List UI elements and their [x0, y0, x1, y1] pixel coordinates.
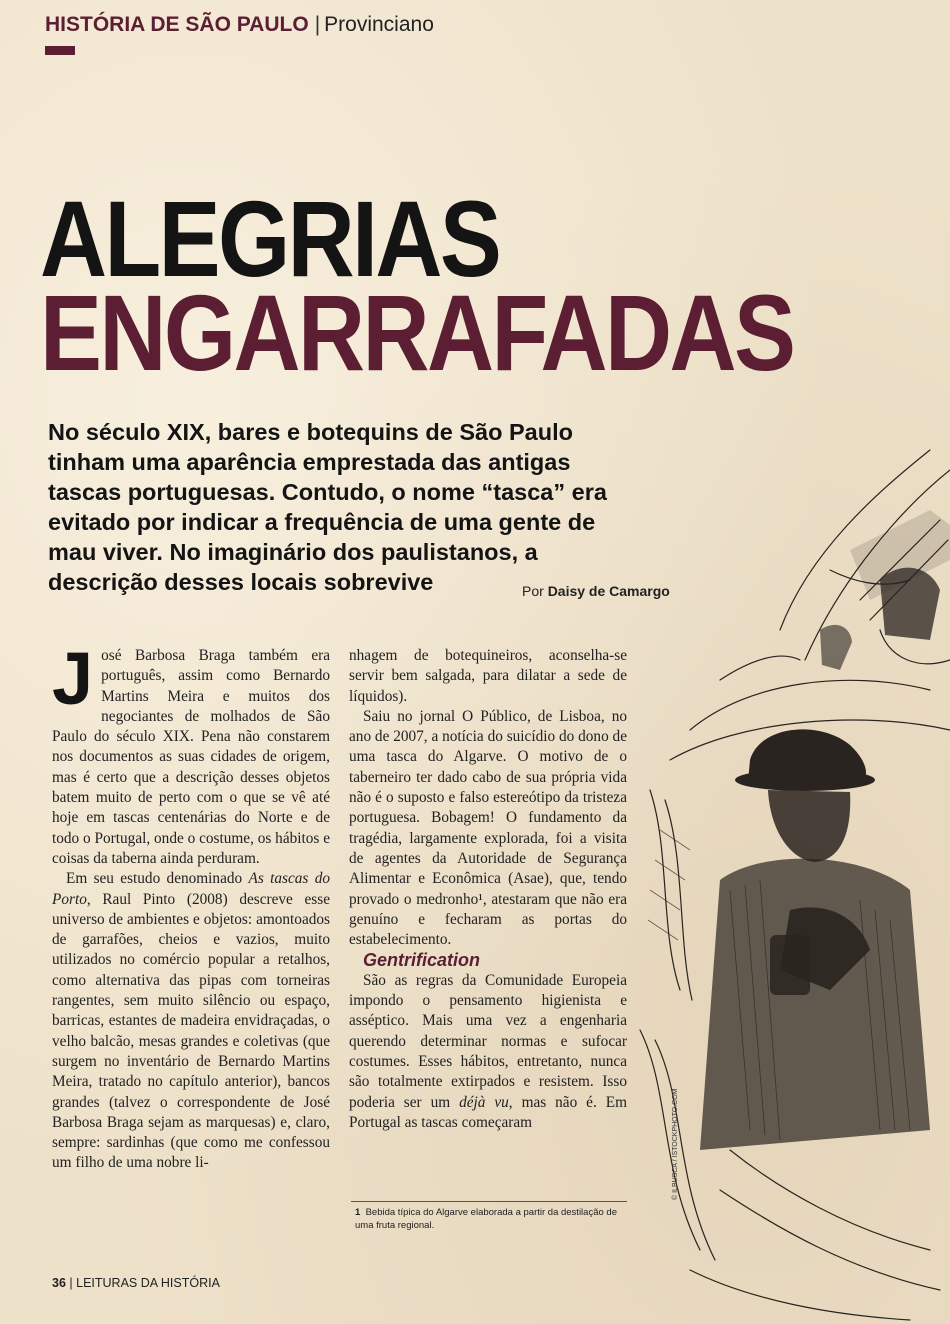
paragraph — [52, 637, 330, 869]
paragraph: nhagem de botequineiros, aconselha-se servir bem salgada, para dilatar a sede de líquidos). — [349, 647, 627, 705]
footnote-text: Bebida típica do Algarve elaborada a partir da destilação de uma fruta regional. — [355, 1207, 617, 1231]
byline-author: Daisy de Camargo — [547, 583, 670, 599]
title-line-1: ALEGRIAS — [40, 178, 500, 299]
footer-separator: | — [69, 1276, 73, 1290]
book-title: As tascas do Porto — [52, 870, 330, 908]
italic-phrase: déjà vu — [459, 1093, 509, 1111]
photo-credit: © ILBUSCA / ISTOCKPHOTO.COM — [672, 1088, 679, 1200]
page-footer — [52, 1276, 220, 1290]
footnote — [355, 1206, 627, 1232]
header-separator: | — [314, 13, 321, 36]
header-accent-bar — [45, 46, 75, 55]
paragraph — [52, 869, 330, 1173]
paragraph: Saiu no jornal O Público, de Lisboa, no ano de 2007, a notícia do suicídio do dono de uma tasca do Algarve. O motivo de o taberneiro ter dado cabo de sua própria vida não é o suposto e falso estereótipo da tristeza portuguesa. Bobagem! O fundamento da tragédia, largamente explorada, foi a visita de agentes da Autoridade de Segurança Alimentar e Econômica (Asae), que, tendo provado o medronho¹, atestaram que não era genuíno e fecharam as portas do estabelecimento. — [349, 707, 627, 949]
paragraph-text: , mas não é. Em Portugal as tascas começaram — [349, 1093, 627, 1131]
subheading: Gentrification — [363, 950, 481, 971]
paragraph-text: , Raul Pinto (2008) descreve esse universo de ambientes e objetos: amontoados de garrafões, cheios e vazios, muito utilizados no comércio popular a retalhos, como alternativa das pipas com torneiras rangentes, sem muito silêncio ou espaço, barricas, estantes de madeira envidraçadas, o velho balcão, mesas grandes e coletivas (que surgem no inventário de Bernardo Martins Meira, tratado no capítulo anterior), bancos grandes (talvez o correspondente de José Barbosa Braga sejam as marquesas) e, claro, sempre: sardinhas (que como me confessou um filho de uma nobre li- — [52, 890, 330, 1172]
footnote-divider — [351, 1201, 627, 1202]
section-name: HISTÓRIA DE SÃO PAULO — [45, 13, 309, 36]
title-line-2: ENGARRAFADAS — [40, 272, 794, 393]
paragraph-text: São as regras da Comunidade Europeia impondo o pensamento higienista e asséptico. Mais uma vez a engenharia querendo determinar normas e sufocar costumes. Esses hábitos, entretanto, nunca são totalmente extirpados e resistem. Isso poderia ser um — [349, 971, 627, 1111]
article-deck: No século XIX, bares e botequins de São Paulo tinham uma aparência emprestada das antigas tascas portuguesas. Contudo, o nome “tasca” era evitado por indicar a frequência de uma gente de mau viver. No imaginário dos paulistanos, a descrição desses locais sobrevive — [48, 419, 607, 595]
magazine-name: LEITURAS DA HISTÓRIA — [76, 1276, 220, 1290]
paragraph — [349, 971, 627, 1133]
article-title — [40, 178, 794, 393]
section-header — [45, 12, 434, 38]
subsection-name: Provinciano — [324, 13, 434, 36]
byline-prefix: Por — [522, 583, 544, 599]
column-2 — [349, 646, 627, 1133]
page-number: 36 — [52, 1276, 66, 1290]
paragraph-text: Em seu estudo denominado — [66, 870, 249, 888]
column-1 — [52, 637, 330, 1174]
footnote-number: 1 — [355, 1207, 361, 1218]
drop-cap: J — [52, 637, 94, 720]
paragraph-text: osé Barbosa Braga também era português, assim como Bernardo Martins Meira e muitos dos negociantes de molhados de São Paulo do século XIX. Pena não constarem nos documentos as suas cidades de origem, mas é certo que a descrição desses objetos batem muito de perto com o que se vê até hoje em tascas centenárias do Norte e de todo o Portugal, onde o costume, os hábitos e coisas da taberna ainda perduram. — [52, 647, 330, 867]
